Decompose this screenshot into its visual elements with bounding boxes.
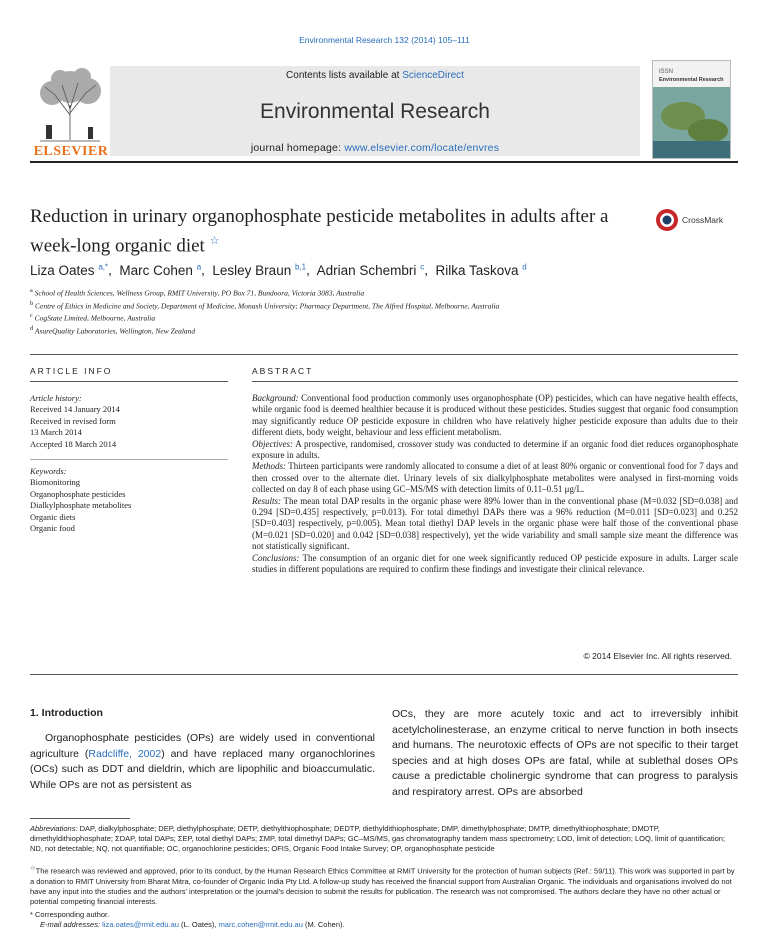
email-link[interactable]: liza.oates@rmit.edu.au [102, 920, 179, 929]
affiliation: $^c$ CogState Limited, Melbourne, Australia [30, 312, 156, 323]
tree-icon [30, 65, 110, 143]
abstract-body [252, 393, 738, 576]
affiliation: $^d$ AsureQuality Laboratories, Wellington, New Zealand [30, 324, 196, 335]
abstract-end-rule [30, 674, 738, 675]
history-label: Article history: [30, 393, 82, 403]
corresponding-author-note: * Corresponding author. [30, 910, 110, 919]
abbreviations-footnote: Abbreviations: DAP, dialkylphosphate; DEP, diethylphosphate; DETP, diethylthiophosphate; DEDTP, diethyldithiophosphate; DMP, dimethylphosphate; DMTP, dimethylthiophosphate; DMDTP, dimethyldithiophosphate; ΣDAP, total DAPs; ΣEP, total diethyl DAPs; ΣMP, total dimethyl DAPs; GC–MS/MS, gas chromatography tandem mass spectrometry; LOD, limit of detection; LOQ, limit of quantification; ND, not detectable; NQ, not quantifiable; OC, organochlorine pesticides; OFIS, Organic Food Intake Survey; OP, organophosphate pesticide [30, 824, 726, 853]
history-line: Received in revised form [30, 415, 116, 426]
paper-title [30, 205, 640, 258]
affiliation: $^a$ School of Health Sciences, Wellness Group, RMIT University, PO Box 71, Bundoora, Victoria 3083, Australia [30, 287, 365, 298]
keyword[interactable]: Organophosphate pesticides [30, 488, 126, 499]
author-emails: E-mail addresses: liza.oates@rmit.edu.au (L. Oates), marc.cohen@rmit.edu.au (M. Cohen). [40, 920, 345, 929]
introduction-heading: 1. Introduction [30, 707, 103, 719]
article-info-heading: ARTICLE INFO [30, 366, 113, 376]
footnote-rule [30, 818, 130, 819]
author-list: Liza Oates $^{a,*}$, Marc Cohen $^a$, Lesley Braun $^{b,1}$, Adrian Schembri $^c$, Rilka Taskova $^d$ [30, 262, 527, 278]
sciencedirect-link[interactable]: ScienceDirect [402, 70, 464, 81]
title-footnote-star[interactable]: ☆ [209, 235, 220, 247]
abstract-results: Results: The mean total DAP results in the organic phase were 89% lower than in the conventional phase (M=0.032 [SD=0.038] and 0.294 [SD=0.435] respectively, p=0.013). For total dimethyl DAPs there was a 96% reduction (M=0.011 [SD=0.023] and 0.252 [SD=0.403] respectively, p=0.005). Mean total diethyl DAP levels in the organic phase were half those of the conventional phase (M=0.021 [SD=0.020] and 0.042 [SD=0.038] respectively), yet the wide variability and small sample size meant the difference was not statistically significant. [252, 495, 738, 552]
abstract-background: Background: Conventional food production commonly uses organophosphate (OP) pesticides, which can have negative health effects, while organic food is deemed healthier because it is produced without these pesticides. Studies suggest that organic food consumption may significantly reduce OP pesticide exposure in children who have relatively higher pesticide exposure than adults due to their different diets, body weight, behaviour and less efficient metabolism. [252, 393, 738, 438]
introduction-left-column: Organophosphate pesticides (OPs) are widely used in conventional agriculture (Radcliffe, 2002) and have replaced many organochlorines (OCs) such as DDT and dieldrin, which are lipophilic and bioaccumulatic. While OPs are not as persistent as [30, 732, 375, 791]
keyword[interactable]: Biomonitoring [30, 477, 81, 488]
journal-name: Environmental Research [260, 100, 490, 123]
history-line: Received 14 January 2014 [30, 404, 120, 415]
author[interactable]: Liza Oates $^{a,*}$ [30, 262, 109, 278]
keywords-label: Keywords: [30, 466, 67, 476]
email-link[interactable]: marc.cohen@rmit.edu.au [218, 920, 303, 929]
abstract-objectives: Objectives: A prospective, randomised, crossover study was conducted to determine if an organic food diet reduces organophosphate exposure in adults. [252, 438, 738, 461]
funding-footnote: ☆The research was reviewed and approved, prior to its conduct, by the Human Research Ethics Committee at RMIT University for the protection of human subjects (Ref.: 59/11). This work was supported in part by a donation to RMIT University from Bharat Mitra, co-founder of Organic India Pty Ltd. A follow-up study has received the financial support from Australian Organic. The individuals and organisations involved do not have any input into the studies and the authors' interpretation or the journal's decision to submit the results for publication. The research was not compromised. The authors declare they have no other actual or potential competing financial interests. [30, 865, 735, 906]
contents-prefix: Contents lists available at [286, 70, 400, 81]
copyright-notice: © 2014 Elsevier Inc. All rights reserved. [583, 651, 732, 661]
abstract-conclusions: Conclusions: The consumption of an organic diet for one week significantly reduced OP pesticide exposure in adults. Larger scale studies in different populations are required to confirm these findings and investigate their clinical relevance. [252, 552, 738, 575]
abstract-methods: Methods: Thirteen participants were randomly allocated to consume a diet of at least 80% organic or conventional food for 7 days and then crossed over to the alternate diet. Urinary levels of six dialkylphosphate metabolites were analysed in first-morning voids collected on day 8 of each phase using GC–MS/MS with detection limits of 0.11–0.51 μg/L. [252, 461, 738, 495]
history-line: Accepted 18 March 2014 [30, 438, 117, 449]
crossmark-icon [655, 208, 679, 232]
cover-title: Environmental Research [659, 77, 724, 83]
author[interactable]: Adrian Schembri $^c$ [316, 262, 425, 278]
svg-text:ISSN: ISSN [659, 69, 674, 75]
keyword[interactable]: Dialkylphosphate metabolites [30, 500, 132, 511]
homepage-prefix: journal homepage: [250, 142, 342, 154]
keyword[interactable]: Organic diets [30, 511, 76, 522]
introduction-right-column: OCs, they are more acutely toxic and act to irreversibly inhibit acetylcholinesterase, an enzyme critical to nerve function in both insects and humans. The neurotoxic effects of OPs are not specific to their target species and at high doses OPs are fatal, while at sublethal doses OPs cause a predictable cholinergic syndrome that can progress to paralysis and respiratory arrest. OPs are absorbed [392, 708, 738, 798]
crossmark-badge[interactable] [655, 208, 735, 236]
keywords-rule [30, 459, 228, 460]
paper-title-text: Reduction in urinary organophosphate pesticide metabolites in adults after a week-long organic diet [30, 206, 609, 257]
journal-cover-thumbnail[interactable] [652, 60, 731, 159]
journal-homepage-line [110, 142, 640, 154]
journal-homepage-link[interactable]: www.elsevier.com/locate/envres [344, 142, 500, 154]
affiliations-list [30, 286, 738, 336]
keyword[interactable]: Organic food [30, 523, 75, 534]
affiliation: $^b$ Centre of Ethics in Medicine and Society, Department of Medicine, Monash University; Pharmacy Department, The Alfred Hospital, Melbourne, Australia [30, 299, 500, 310]
contents-available-line [110, 70, 640, 81]
cover-image-icon [653, 61, 730, 158]
section-rule [30, 354, 738, 355]
author[interactable]: Rilka Taskova $^d$ [435, 262, 527, 278]
citation-link[interactable]: Radcliffe, 2002 [88, 747, 162, 760]
abstract-rule [252, 381, 738, 382]
history-line: 13 March 2014 [30, 427, 82, 438]
crossmark-label: CrossMark [682, 215, 724, 225]
author[interactable]: Marc Cohen $^a$ [119, 262, 202, 278]
article-history [30, 393, 230, 450]
publisher-logo-text: ELSEVIER [33, 144, 109, 159]
journal-citation[interactable]: Environmental Research 132 (2014) 105–111 [299, 35, 470, 45]
header-rule [30, 161, 738, 163]
article-info-rule [30, 381, 228, 382]
author[interactable]: Lesley Braun $^{b,1}$ [212, 262, 307, 278]
abstract-heading: ABSTRACT [252, 366, 314, 376]
keywords [30, 466, 230, 534]
